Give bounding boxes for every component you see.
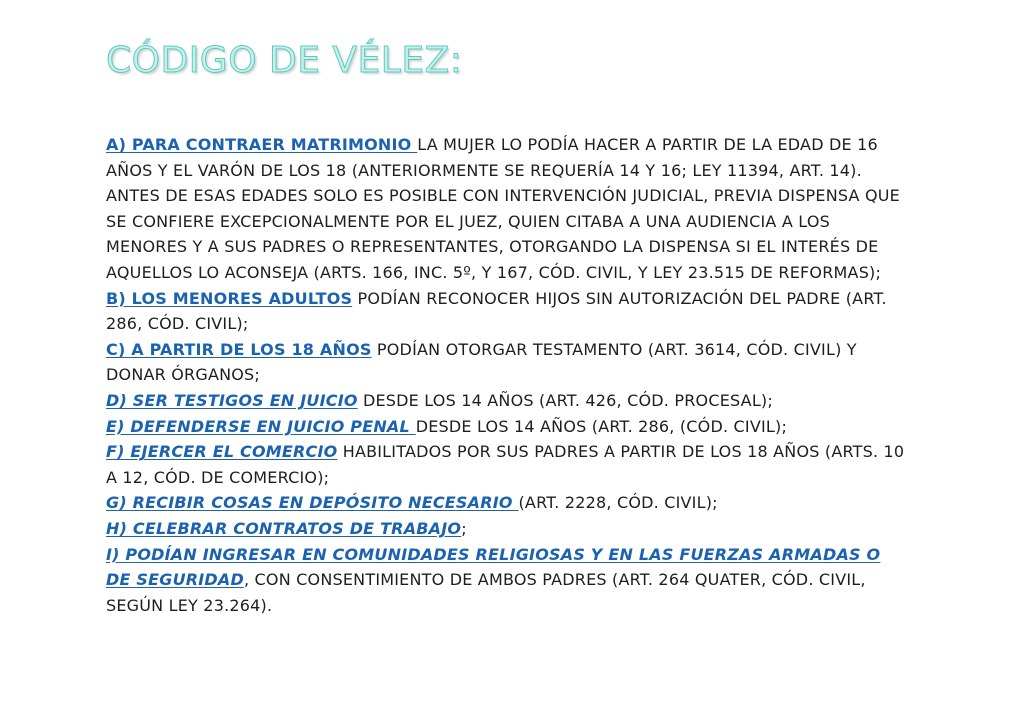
list-item-g bbox=[106, 490, 906, 516]
item-e-text: DESDE LOS 14 AÑOS (ART. 286, (CÓD. CIVIL); bbox=[415, 416, 788, 436]
link-defenderse-en-juicio-penal[interactable]: E) DEFENDERSE EN JUICIO PENAL bbox=[106, 416, 416, 436]
item-f-text: HABILITADOS POR SUS PADRES A PARTIR DE LOS 18 AÑOS (ARTS. 10 A 12, CÓD. DE COMERCIO); bbox=[106, 442, 905, 487]
link-para-contraer-matrimonio[interactable]: A) PARA CONTRAER MATRIMONIO bbox=[106, 135, 418, 154]
list-item-d bbox=[106, 388, 906, 414]
item-b-text: PODÍAN RECONOCER HIJOS SIN AUTORIZACIÓN DEL PADRE (ART. 286, CÓD. CIVIL); bbox=[106, 288, 887, 334]
list-item-a bbox=[106, 132, 906, 286]
slide-title: CÓDIGO DE VÉLEZ: bbox=[106, 40, 463, 81]
link-menores-adultos[interactable]: B) LOS MENORES ADULTOS bbox=[106, 288, 353, 308]
link-ser-testigos-en-juicio[interactable]: D) SER TESTIGOS EN JUICIO bbox=[106, 390, 358, 410]
item-g-text: (ART. 2228, CÓD. CIVIL); bbox=[518, 493, 718, 513]
list-item-e bbox=[106, 414, 906, 440]
link-celebrar-contratos-de-trabajo[interactable]: H) CELEBRAR CONTRATOS DE TRABAJO bbox=[106, 518, 462, 538]
list-item-i bbox=[106, 542, 906, 619]
list-item-b bbox=[106, 286, 906, 337]
item-a-text: LA MUJER LO PODÍA HACER A PARTIR DE LA EDAD DE 16 AÑOS Y EL VARÓN DE LOS 18 (ANTERIORMENTE SE REQUERÍA 14 Y 16; LEY 11394, ART. 14). ANTES DE ESAS EDADES SOLO ES POSIBLE CON INTERVENCIÓN JUDICIAL, PREVIA DISPENSA QUE SE CONFIERE EXCEPCIONALMENTE POR EL JUEZ, QUIEN CITABA A UNA AUDIENCIA A LOS MENORES Y A SUS PADRES O REPRESENTANTES, OTORGANDO LA DISPENSA SI EL INTERÉS DE AQUELLOS LO ACONSEJA (ARTS. 166, INC. 5º, Y 167, CÓD. CIVIL, Y LEY 23.515 DE REFORMAS); bbox=[106, 135, 900, 282]
item-i-text: , CON CONSENTIMIENTO DE AMBOS PADRES (ART. 264 QUATER, CÓD. CIVIL, SEGÚN LEY 23.264). bbox=[106, 570, 866, 615]
list-item-c bbox=[106, 337, 906, 388]
link-ejercer-el-comercio[interactable]: F) EJERCER EL COMERCIO bbox=[106, 442, 338, 462]
link-a-partir-de-los-18[interactable]: C) A PARTIR DE LOS 18 AÑOS bbox=[106, 339, 372, 359]
list-item-f bbox=[106, 439, 906, 490]
slide-body bbox=[106, 132, 906, 618]
item-d-text: DESDE LOS 14 AÑOS (ART. 426, CÓD. PROCESAL); bbox=[357, 390, 773, 410]
list-item-h bbox=[106, 516, 906, 542]
link-ingresar-en-comunidades[interactable]: I) PODÍAN INGRESAR EN COMUNIDADES RELIGIOSAS Y EN LAS FUERZAS ARMADAS O DE SEGURIDAD bbox=[106, 544, 881, 590]
link-recibir-cosas-en-deposito[interactable]: G) RECIBIR COSAS EN DEPÓSITO NECESARIO bbox=[106, 493, 519, 513]
item-h-text: ; bbox=[461, 518, 467, 538]
item-c-text: PODÍAN OTORGAR TESTAMENTO (ART. 3614, CÓD. CIVIL) Y DONAR ÓRGANOS; bbox=[106, 339, 857, 385]
